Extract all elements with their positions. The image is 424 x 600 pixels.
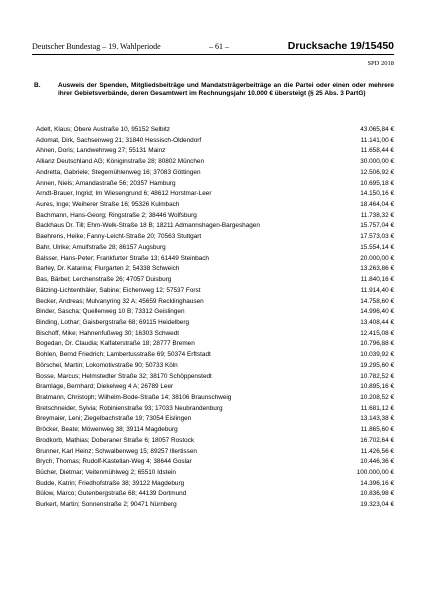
list-item — [36, 307, 394, 318]
donor-name-address: Baehrens, Heike; Fanny-Leicht-Straße 20; 70563 Stuttgart — [36, 233, 202, 241]
donor-name-address: Aures, Inge; Weiherer Straße 16; 95326 Kulmbach — [36, 201, 180, 209]
donor-name-address: Bosse, Marcus; Helmstedter Straße 32; 38170 Schöppenstedt — [36, 372, 212, 380]
donation-amount: 11.865,60 € — [360, 426, 394, 434]
donation-amount: 43.065,84 € — [360, 126, 394, 133]
donation-amount: 30.000,00 € — [360, 158, 394, 166]
list-item — [36, 447, 394, 458]
list-item — [36, 425, 394, 436]
document-label: Drucksache 19/ — [287, 40, 365, 52]
donor-name-address: Adelt, Klaus; Obere Austraße 10, 95152 Selbitz — [36, 126, 170, 133]
donor-name-address: Becker, Andreas; Mulvanyring 32 A; 45659 Recklinghausen — [36, 297, 204, 305]
list-item — [36, 264, 394, 275]
list-item — [36, 339, 394, 350]
list-item — [36, 372, 394, 383]
donation-amount: 10.836,98 € — [360, 490, 394, 498]
donation-amount: 10.446,36 € — [360, 458, 394, 466]
donation-amount: 14.758,60 € — [360, 297, 394, 305]
list-item — [36, 232, 394, 243]
list-item — [36, 382, 394, 393]
donation-list — [36, 125, 394, 511]
donation-amount: 10.782,52 € — [360, 372, 394, 380]
list-item — [36, 286, 394, 297]
donor-name-address: Burkert, Martin; Sonnenstraße 2; 90471 Nürnberg — [36, 501, 177, 509]
list-item — [36, 414, 394, 425]
list-item — [36, 211, 394, 222]
donation-amount: 10.796,88 € — [360, 340, 394, 348]
donor-name-address: Bätzing-Lichtenthäler, Sabine; Eichenweg 12; 57537 Forst — [36, 286, 201, 294]
list-item — [36, 221, 394, 232]
header-rule — [32, 54, 394, 55]
donor-name-address: Bretschneider, Sylvia; Robinienstraße 93; 17033 Neubrandenburg — [36, 404, 223, 412]
page-header — [32, 41, 394, 53]
donation-amount: 11.681,12 € — [360, 404, 394, 412]
donation-amount: 15.757,04 € — [360, 222, 394, 230]
list-item — [36, 404, 394, 415]
list-item — [36, 254, 394, 265]
donor-name-address: Bratmann, Christoph; Wilhelm-Bode-Straße 14; 38106 Braunschweig — [36, 393, 232, 401]
donor-name-address: Adomat, Dirk, Sachsenweg 21; 31840 Hessisch-Oldendorf — [36, 136, 202, 144]
list-item — [36, 179, 394, 190]
donor-name-address: Ahnen, Doris; Landwehrweg 27; 55131 Mainz — [36, 147, 166, 155]
list-item — [36, 489, 394, 500]
donation-amount: 15.554,14 € — [360, 243, 394, 251]
list-item — [36, 468, 394, 479]
donation-amount: 19.323,04 € — [360, 501, 394, 509]
list-item — [36, 125, 394, 136]
list-item — [36, 200, 394, 211]
donor-name-address: Bogedan, Dr. Claudia; Kalfaterstraße 18; 28777 Bremen — [36, 340, 195, 348]
donor-name-address: Bas, Bärbel; Lerchenstraße 26; 47057 Duisburg — [36, 276, 172, 284]
list-item — [36, 329, 394, 340]
donation-amount: 11.141,00 € — [360, 136, 394, 144]
donor-name-address: Binding, Lothar; Gaisbergstraße 68; 69115 Heidelberg — [36, 318, 189, 326]
donation-amount: 11.840,16 € — [360, 276, 394, 284]
donor-name-address: Backhaus Dr. Till; Ehm-Welk-Straße 18 B; 18211 Admannshagen-Bargeshagen — [36, 222, 260, 230]
party-label: SPD 2018 — [367, 60, 394, 67]
donor-name-address: Bramlage, Bernhard; Diekelweg 4 A; 26789 Leer — [36, 383, 174, 391]
donor-name-address: Budde, Katrin; Friedhofstraße 38; 39122 Magdeburg — [36, 479, 185, 487]
list-item — [36, 500, 394, 511]
donation-amount: 19.295,60 € — [360, 361, 394, 369]
donation-amount: 11.738,32 € — [360, 211, 394, 219]
donor-name-address: Brunner, Karl Heinz; Schwalbenweg 15; 89257 Illertissen — [36, 447, 197, 455]
donor-name-address: Brych, Thomas; Rudolf-Kastellan-Weg 4; 38644 Goslar — [36, 458, 192, 466]
donor-name-address: Andretta, Gabriele; Stegemühlenweg 16; 37083 Göttingen — [36, 168, 201, 176]
list-item — [36, 146, 394, 157]
list-item — [36, 393, 394, 404]
donor-name-address: Annen, Niels; Amandastraße 56; 20357 Hamburg — [36, 179, 176, 187]
donor-name-address: Bachmann, Hans-Georg; Ringstraße 2; 38446 Wolfsburg — [36, 211, 197, 219]
donation-amount: 11.658,44 € — [360, 147, 394, 155]
donation-amount: 12.506,92 € — [360, 168, 394, 176]
donor-name-address: Bahr, Ulrike; Amulfstraße 28; 86157 Augsburg — [36, 243, 166, 251]
donation-amount: 10.695,18 € — [360, 179, 394, 187]
donor-name-address: Bischoff, Mike; Hahnenfußweg 30; 16303 Schwedt — [36, 329, 180, 337]
list-item — [36, 168, 394, 179]
donation-amount: 18.464,04 € — [360, 201, 394, 209]
list-item — [36, 479, 394, 490]
donor-name-address: Breymaier, Leni; Ziegelbachstraße 19; 73054 Eislingen — [36, 415, 192, 423]
section-title: Ausweis der Spenden, Mitgliedsbeiträge und Mandatsträgerbeiträge an die Partei oder einen oder mehrere ihrer Gebietsverbände, deren Gesamtwert im Rechnungsjahr 10.000 € übersteigt (§ 25 Abs. 3 PartG) — [58, 82, 394, 98]
donor-name-address: Binder, Sascha; Quellenweg 10 B; 73312 Geislingen — [36, 308, 185, 316]
donation-amount: 10.208,52 € — [360, 393, 394, 401]
donation-amount: 10.895,16 € — [360, 383, 394, 391]
donation-amount: 13.408,44 € — [360, 318, 394, 326]
list-item — [36, 436, 394, 447]
list-item — [36, 361, 394, 372]
section-letter: B. — [34, 82, 41, 89]
donation-amount: 100.000,00 € — [356, 469, 394, 476]
donation-amount: 13.143,38 € — [360, 415, 394, 423]
list-item — [36, 157, 394, 168]
donor-name-address: Barley, Dr. Katarina; Flurgarten 2; 54338 Schweich — [36, 265, 180, 273]
donation-amount: 17.573,03 € — [360, 233, 394, 241]
list-item — [36, 318, 394, 329]
list-item — [36, 457, 394, 468]
donation-amount: 14.396,16 € — [360, 479, 394, 487]
donation-amount: 14.150,16 € — [360, 190, 394, 198]
donor-name-address: Bülow, Marco; Gutenbergstraße 68; 44139 Dortmund — [36, 490, 187, 498]
list-item — [36, 136, 394, 147]
donor-name-address: Bücher, Dietmar; Veitenmühlweg 2; 65510 Idstein — [36, 469, 176, 476]
donation-amount: 11.426,56 € — [360, 447, 394, 455]
list-item — [36, 243, 394, 254]
donation-amount: 20.000,00 € — [360, 254, 394, 262]
donation-amount: 11.914,40 € — [360, 286, 394, 294]
donation-amount: 10.039,92 € — [360, 351, 394, 359]
donation-amount: 14.996,40 € — [360, 308, 394, 316]
donor-name-address: Balsser, Hans-Peter; Frankfurter Straße 13; 61449 Steinbach — [36, 254, 209, 262]
donor-name-address: Börschel, Martin; Lokomotivstraße 90; 50733 Köln — [36, 361, 178, 369]
list-item — [36, 275, 394, 286]
donation-amount: 16.702,64 € — [360, 436, 394, 444]
donor-name-address: Allianz Deutschland AG; Königinstraße 28; 80802 München — [36, 158, 205, 166]
donor-name-address: Bohlen, Bernd Friedrich; Lambertusstraße 69; 50374 Erftstadt — [36, 351, 211, 359]
list-item — [36, 297, 394, 308]
donor-name-address: Arndt-Brauer, Ingrid; Im Wiesengrund 6; 48612 Horstmar-Leer — [36, 190, 212, 198]
parliament-period: Deutscher Bundestag – 19. Wahlperiode — [32, 42, 161, 51]
page-number: – 61 – — [209, 42, 229, 51]
list-item — [36, 350, 394, 361]
donor-name-address: Bröcker, Beate; Möwenweg 38; 39114 Magdeburg — [36, 426, 178, 434]
document-number-value: 15450 — [364, 40, 394, 52]
donation-amount: 13.263,86 € — [360, 265, 394, 273]
donation-amount: 12.415,08 € — [360, 329, 394, 337]
donor-name-address: Brodkorb, Mathias; Doberaner Straße 6; 18057 Rostock — [36, 436, 195, 444]
document-number — [288, 40, 394, 52]
list-item — [36, 189, 394, 200]
